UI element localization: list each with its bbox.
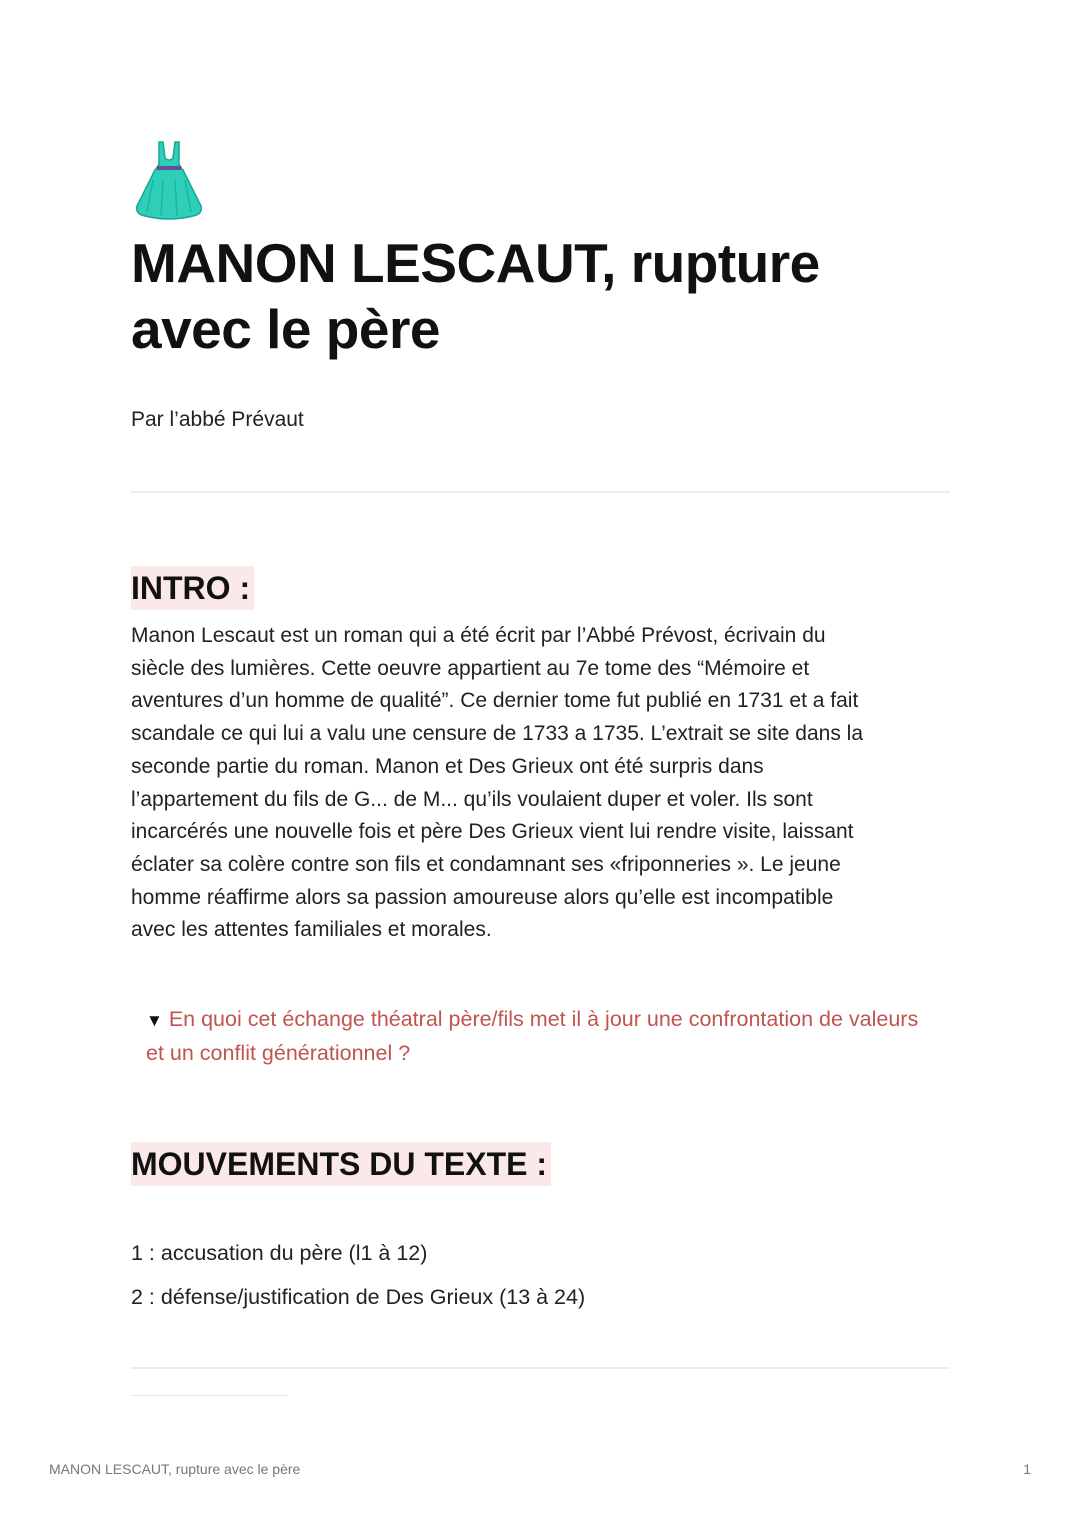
text-line: scandale ce qui lui a valu une censure de 1733 a 1735. L’extrait se site dans la bbox=[131, 722, 863, 746]
author-line: Par l’abbé Prévaut bbox=[131, 408, 304, 431]
page-number: 1 bbox=[1023, 1461, 1031, 1477]
mouvement-item: 1 : accusation du père (l1 à 12) bbox=[131, 1241, 428, 1265]
footer-title: MANON LESCAUT, rupture avec le père bbox=[49, 1461, 301, 1477]
problematique-text: En quoi cet échange théatral père/fils met il à jour une confrontation de valeurs et un conflit générationnel ? bbox=[146, 1007, 919, 1065]
text-line: seconde partie du roman. Manon et Des Grieux ont été surpris dans bbox=[131, 754, 764, 778]
title-line: MANON LESCAUT, rupture bbox=[131, 232, 820, 294]
text-line: incarcérés une nouvelle fois et père Des Grieux vient lui rendre visite, laissant bbox=[131, 820, 854, 844]
divider-short bbox=[131, 1395, 288, 1396]
text-line: éclater sa colère contre son fils et condamnant ses «friponneries ». Le jeune bbox=[131, 852, 841, 876]
intro-paragraph bbox=[131, 620, 951, 947]
title-line: avec le père bbox=[131, 298, 440, 360]
text-line: l’appartement du fils de G... de M... qu’ils voulaient duper et voler. Ils sont bbox=[131, 787, 813, 811]
toggle-triangle-icon[interactable]: ▼ bbox=[146, 1011, 163, 1030]
problematique-toggle[interactable] bbox=[146, 1003, 936, 1070]
text-line: homme réaffirme alors sa passion amoureuse alors qu’elle est incompatible bbox=[131, 885, 834, 909]
mouvements-heading: MOUVEMENTS DU TEXTE : bbox=[131, 1142, 551, 1186]
text-line: siècle des lumières. Cette oeuvre appartient au 7e tome des “Mémoire et bbox=[131, 656, 810, 680]
page-title bbox=[131, 230, 951, 362]
divider bbox=[131, 491, 950, 493]
divider bbox=[131, 1367, 950, 1369]
mouvement-item: 2 : défense/justification de Des Grieux (13 à 24) bbox=[131, 1285, 586, 1309]
text-line: Manon Lescaut est un roman qui a été écrit par l’Abbé Prévost, écrivain du bbox=[131, 624, 826, 647]
dress-icon bbox=[133, 140, 205, 220]
intro-heading: INTRO : bbox=[131, 566, 254, 610]
text-line: aventures d’un homme de qualité”. Ce dernier tome fut publié en 1731 et a fait bbox=[131, 689, 859, 713]
text-line: avec les attentes familiales et morales. bbox=[131, 918, 492, 942]
